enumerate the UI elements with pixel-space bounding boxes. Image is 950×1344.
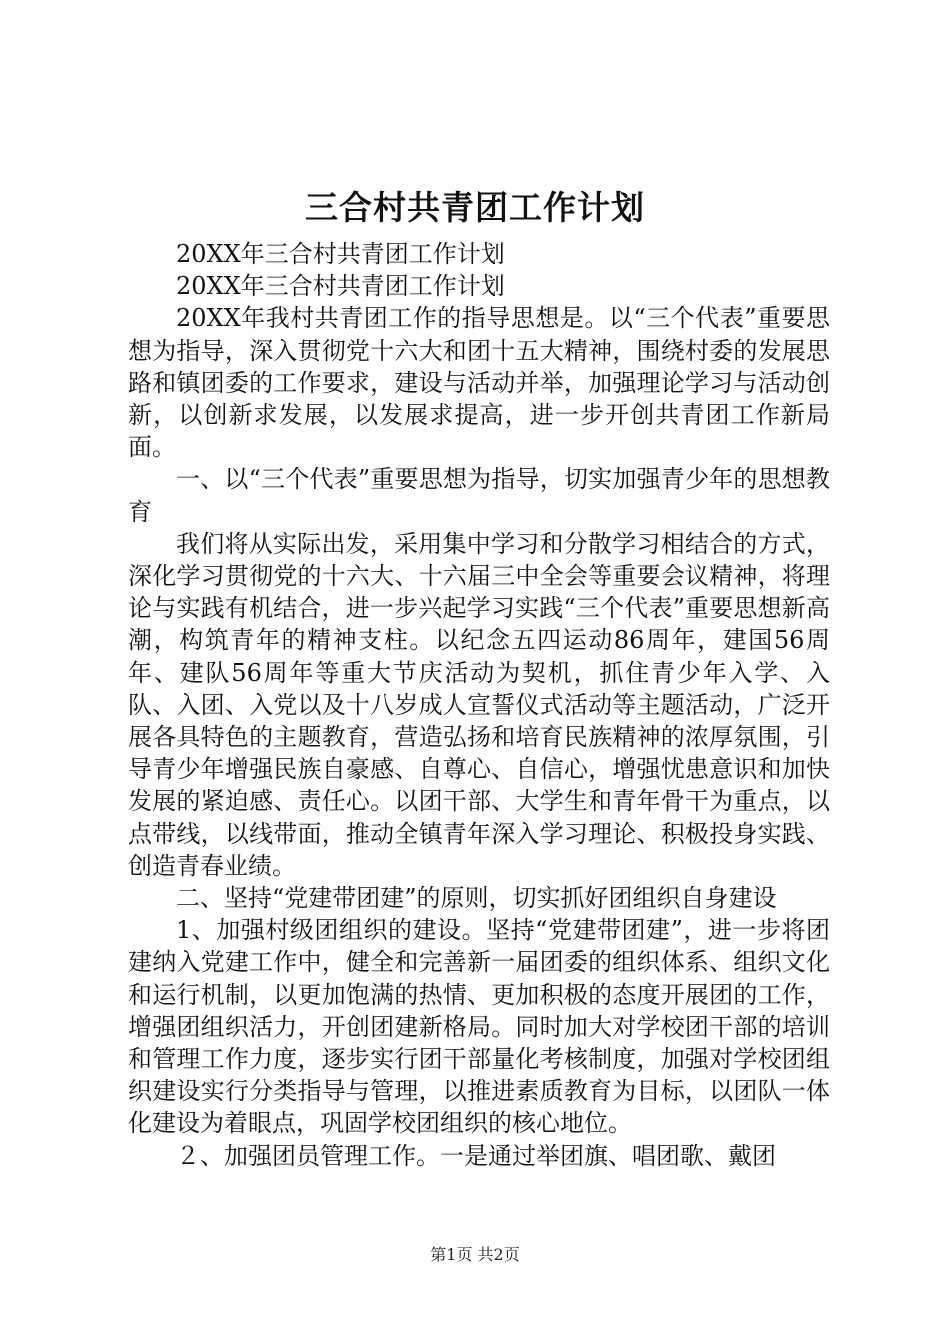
section-heading-2: 二、坚持“党建带团建”的原则，切实抓好团组织自身建设 <box>176 884 777 913</box>
section-heading-1: 一、以“三个代表”重要思想为指导，切实加强青少年的思想教育 <box>128 465 830 526</box>
page-footer: 第1页 共2页 <box>430 1245 520 1264</box>
document-title: 三合村共青团工作计划 <box>305 188 645 227</box>
paragraph-item-1: 1、加强村级团组织的建设。坚持“党建带团建”，进一步将团建纳入党建工作中，健全和完善新一届团委的组织体系、组织文化和运行机制，以更加饱满的热情、更加积极的态度开展团的工作，增强团组织活力，开创团建新格局。同时加大对学校团干部的培训和管理工作力度，逐步实行团干部量化考核制度，加强对学校团组织建设实行分类指导与管理，以推进素质教育为目标，以团队一体化建设为着眼点，巩固学校团组织的核心地位。 <box>128 916 830 1138</box>
document-body <box>128 238 830 1172</box>
paragraph-item-2: ２、加强团员管理工作。一是通过举团旗、唱团歌、戴团 <box>176 1141 776 1170</box>
paragraph-subtitle-2: 20XX年三合村共青团工作计划 <box>176 272 505 301</box>
paragraph-subtitle-1: 20XX年三合村共青团工作计划 <box>176 240 505 268</box>
paragraph-guiding-thought: 20XX年我村共青团工作的指导思想是。以“三个代表”重要思想为指导，深入贯彻党十六大和团十五大精神，围绕村委的发展思路和镇团委的工作要求，建设与活动并举，加强理论学习与活动创新，以创新求发展，以发展求提高，进一步开创共青团工作新局面。 <box>128 304 830 462</box>
paragraph-section-1: 我们将从实际出发，采用集中学习和分散学习相结合的方式，深化学习贯彻党的十六大、十六届三中全会等重要会议精神，将理论与实践有机结合，进一步兴起学习实践“三个代表”重要思想新高潮，构筑青年的精神支柱。以纪念五四运动86周年，建国56周年、建队56周年等重大节庆活动为契机，抓住青少年入学、入队、入团、入党以及十八岁成人宣誓仪式活动等主题活动，广泛开展各具特色的主题教育，营造弘扬和培育民族精神的浓厚氛围，引导青少年增强民族自豪感、自尊心、自信心，增强忧患意识和加快发展的紧迫感、责任心。以团干部、大学生和青年骨干为重点，以点带线，以线带面，推动全镇青年深入学习理论、积极投身实践、创造青春业绩。 <box>128 529 830 880</box>
